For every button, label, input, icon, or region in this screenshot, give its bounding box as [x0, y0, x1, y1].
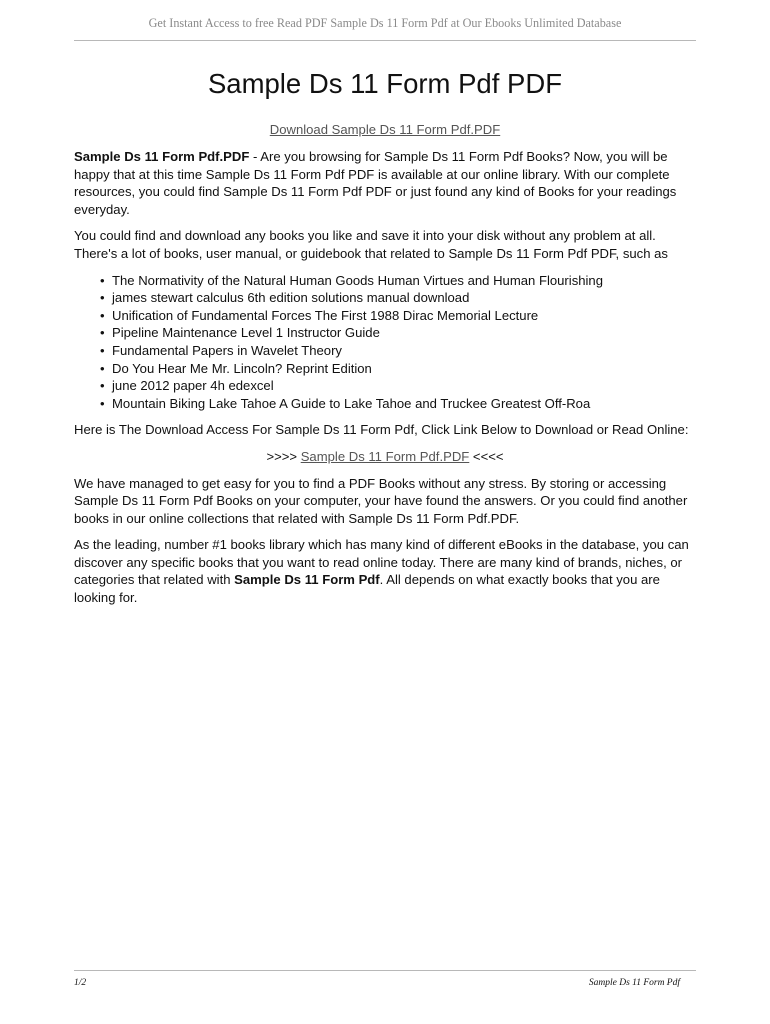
list-item: • Unification of Fundamental Forces The First 1988 Dirac Memorial Lecture: [112, 307, 696, 325]
page-number: 1/2: [74, 978, 87, 988]
list-item: • Pipeline Maintenance Level 1 Instructor Guide: [112, 324, 696, 342]
intro-text: - Are you browsing for Sample Ds 11 Form Pdf Books? Now, you will be happy that at this time Sample Ds 11 Form Pdf PDF is available at our online library. With our complete resources, you could find Sample Ds 11 Form Pdf PDF or just found any kind of Books for your readings everyday.: [74, 149, 677, 217]
read-link-prefix: >>>>: [266, 448, 301, 464]
book-list: [74, 272, 696, 413]
list-item: • Fundamental Papers in Wavelet Theory: [112, 342, 696, 360]
paragraph-4-text: As the leading, number #1 books library which has many kind of different eBooks in the database, you can discover any specific books that you want to read online today. There are many kind of brands, niches, or categories that related with: [74, 537, 689, 588]
header-banner: Get Instant Access to free Read PDF Sample Ds 11 Form Pdf at Our Ebooks Unlimited Database: [148, 16, 622, 30]
list-item: • Mountain Biking Lake Tahoe A Guide to Lake Tahoe and Truckee Greatest Off-Roa: [112, 395, 696, 413]
footer-title: Sample Ds 11 Form Pdf: [588, 978, 680, 988]
list-item: • james stewart calculus 6th edition solutions manual download: [112, 289, 696, 307]
page-title: Sample Ds 11 Form Pdf PDF: [207, 68, 563, 99]
list-item: • Do You Hear Me Mr. Lincoln? Reprint Edition: [112, 360, 696, 378]
read-link-line: [74, 448, 696, 466]
download-link[interactable]: Download Sample Ds 11 Form Pdf.PDF: [269, 122, 501, 137]
download-link-container: [74, 122, 696, 137]
paragraph-3: We have managed to get easy for you to find a PDF Books without any stress. By storing or accessing Sample Ds 11 Form Pdf Books on your computer, your have found the answers. Or you could find another books in our online collections that related with Sample Ds 11 Form Pdf.PDF.: [74, 475, 688, 526]
list-item: • june 2012 paper 4h edexcel: [112, 377, 696, 395]
intro-bold-lead: Sample Ds 11 Form Pdf.PDF: [74, 149, 250, 164]
header-divider: [74, 40, 696, 41]
paragraph-4: [74, 536, 696, 606]
access-paragraph: Here is The Download Access For Sample Ds 11 Form Pdf, Click Link Below to Download or Read Online:: [74, 422, 689, 438]
paragraph-2: You could find and download any books you like and save it into your disk without any problem at all. There's a lot of books, user manual, or guidebook that related to Sample Ds 11 Form Pdf PDF, such as: [74, 228, 668, 261]
read-link-suffix: <<<<: [469, 448, 504, 464]
footer-divider: [74, 970, 696, 971]
intro-paragraph: [74, 148, 696, 218]
paragraph-4-tail: . All depends on what exactly books that you are looking for.: [74, 572, 660, 606]
body-content: [74, 148, 696, 616]
read-link[interactable]: Sample Ds 11 Form Pdf.PDF: [300, 448, 470, 464]
list-item: • The Normativity of the Natural Human Goods Human Virtues and Human Flourishing: [112, 272, 696, 290]
paragraph-4-bold: Sample Ds 11 Form Pdf: [234, 572, 380, 588]
